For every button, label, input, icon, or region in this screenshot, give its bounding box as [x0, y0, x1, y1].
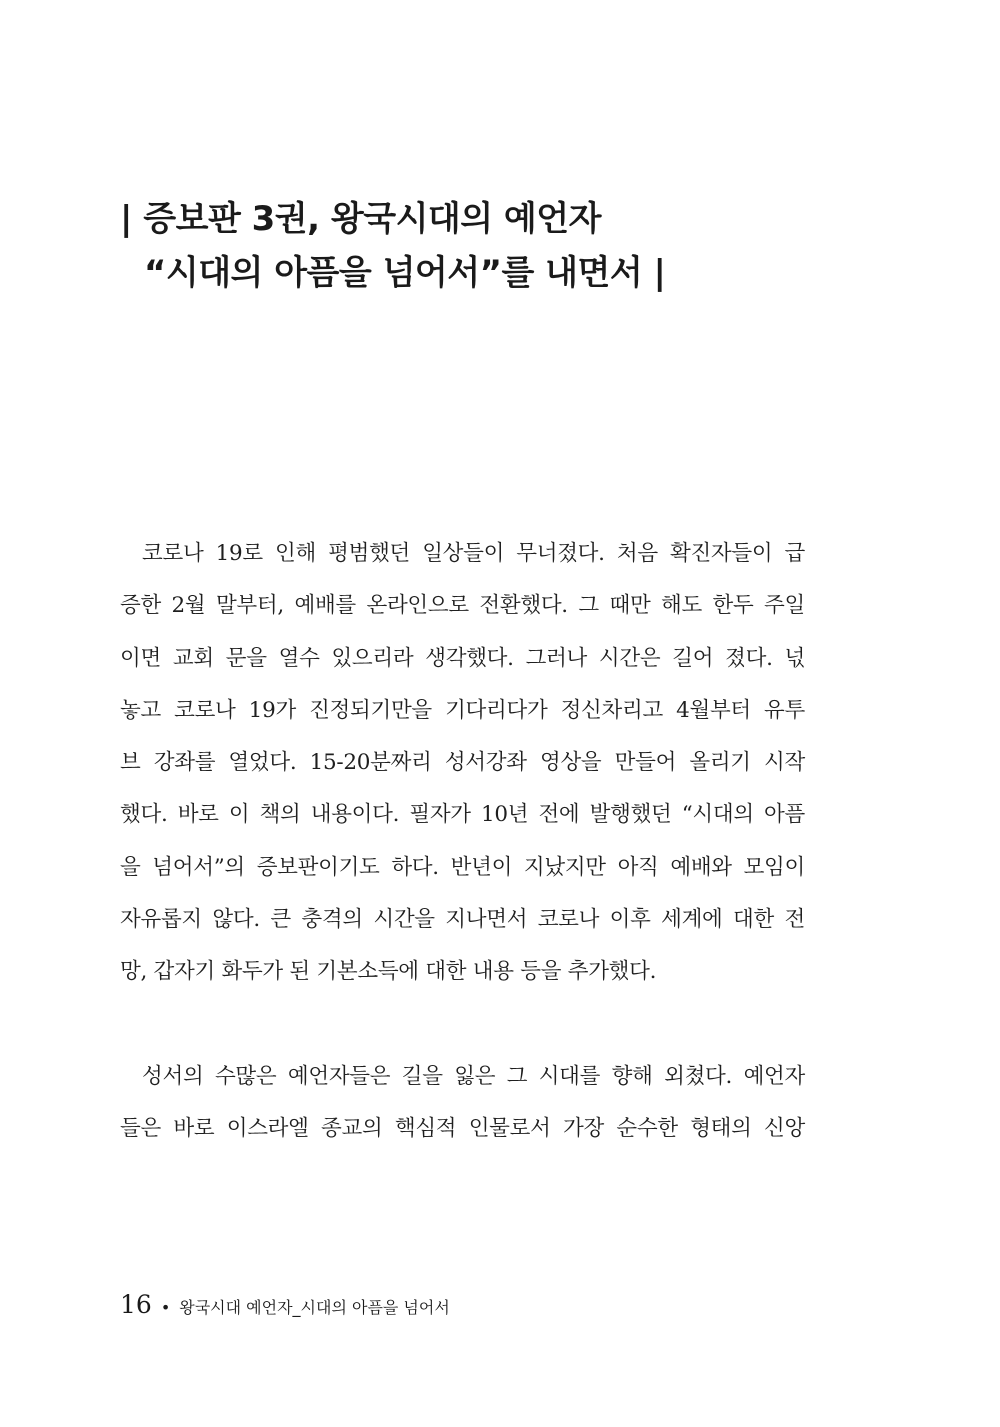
- text-line: 코로나 19로 인해 평범했던 일상들이 무너졌다. 처음 확진자들이 급: [142, 541, 805, 566]
- text-line: 이면 교회 문을 열수 있으리라 생각했다. 그러나 시간은 길어 졌다. 넋: [120, 645, 805, 671]
- text-line: 들은 바로 이스라엘 종교의 핵심적 인물로서 가장 순수한 형태의 신앙: [120, 1115, 805, 1141]
- text-line: 놓고 코로나 19가 진정되기만을 기다리다가 정신차리고 4월부터 유투: [120, 697, 805, 723]
- body-text: [120, 528, 805, 1155]
- paragraph-2: [120, 1051, 805, 1156]
- text-line: 했다. 바로 이 책의 내용이다. 필자가 10년 전에 발행했던 “시대의 아픔: [120, 802, 805, 828]
- text-line: 을 넘어서”의 증보판이기도 하다. 반년이 지났지만 아직 예배와 모임이: [120, 854, 805, 880]
- page-number: 16: [120, 1290, 152, 1319]
- chapter-title-line-2: “시대의 아픔을 넘어서”를 내면서 |: [144, 253, 666, 293]
- running-title: 왕국시대 예언자_시대의 아픔을 넘어서: [179, 1298, 450, 1317]
- text-line: 성서의 수많은 예언자들은 길을 잃은 그 시대를 향해 외쳤다. 예언자: [142, 1063, 805, 1089]
- chapter-title-line-1: | 증보판 3권, 왕국시대의 예언자: [120, 199, 601, 239]
- paragraph-1: [120, 528, 805, 999]
- chapter-title: [120, 192, 880, 300]
- footer-separator: •: [160, 1298, 171, 1317]
- page-footer: [120, 1290, 450, 1330]
- text-line: 자유롭지 않다. 큰 충격의 시간을 지나면서 코로나 이후 세계에 대한 전: [120, 907, 805, 933]
- text-line: 망, 갑자기 화두가 된 기본소득에 대한 내용 등을 추가했다.: [120, 959, 657, 985]
- text-line: 증한 2월 말부터, 예배를 온라인으로 전환했다. 그 때만 해도 한두 주일: [120, 593, 805, 619]
- text-line: 브 강좌를 열었다. 15-20분짜리 성서강좌 영상을 만들어 올리기 시작: [120, 750, 805, 776]
